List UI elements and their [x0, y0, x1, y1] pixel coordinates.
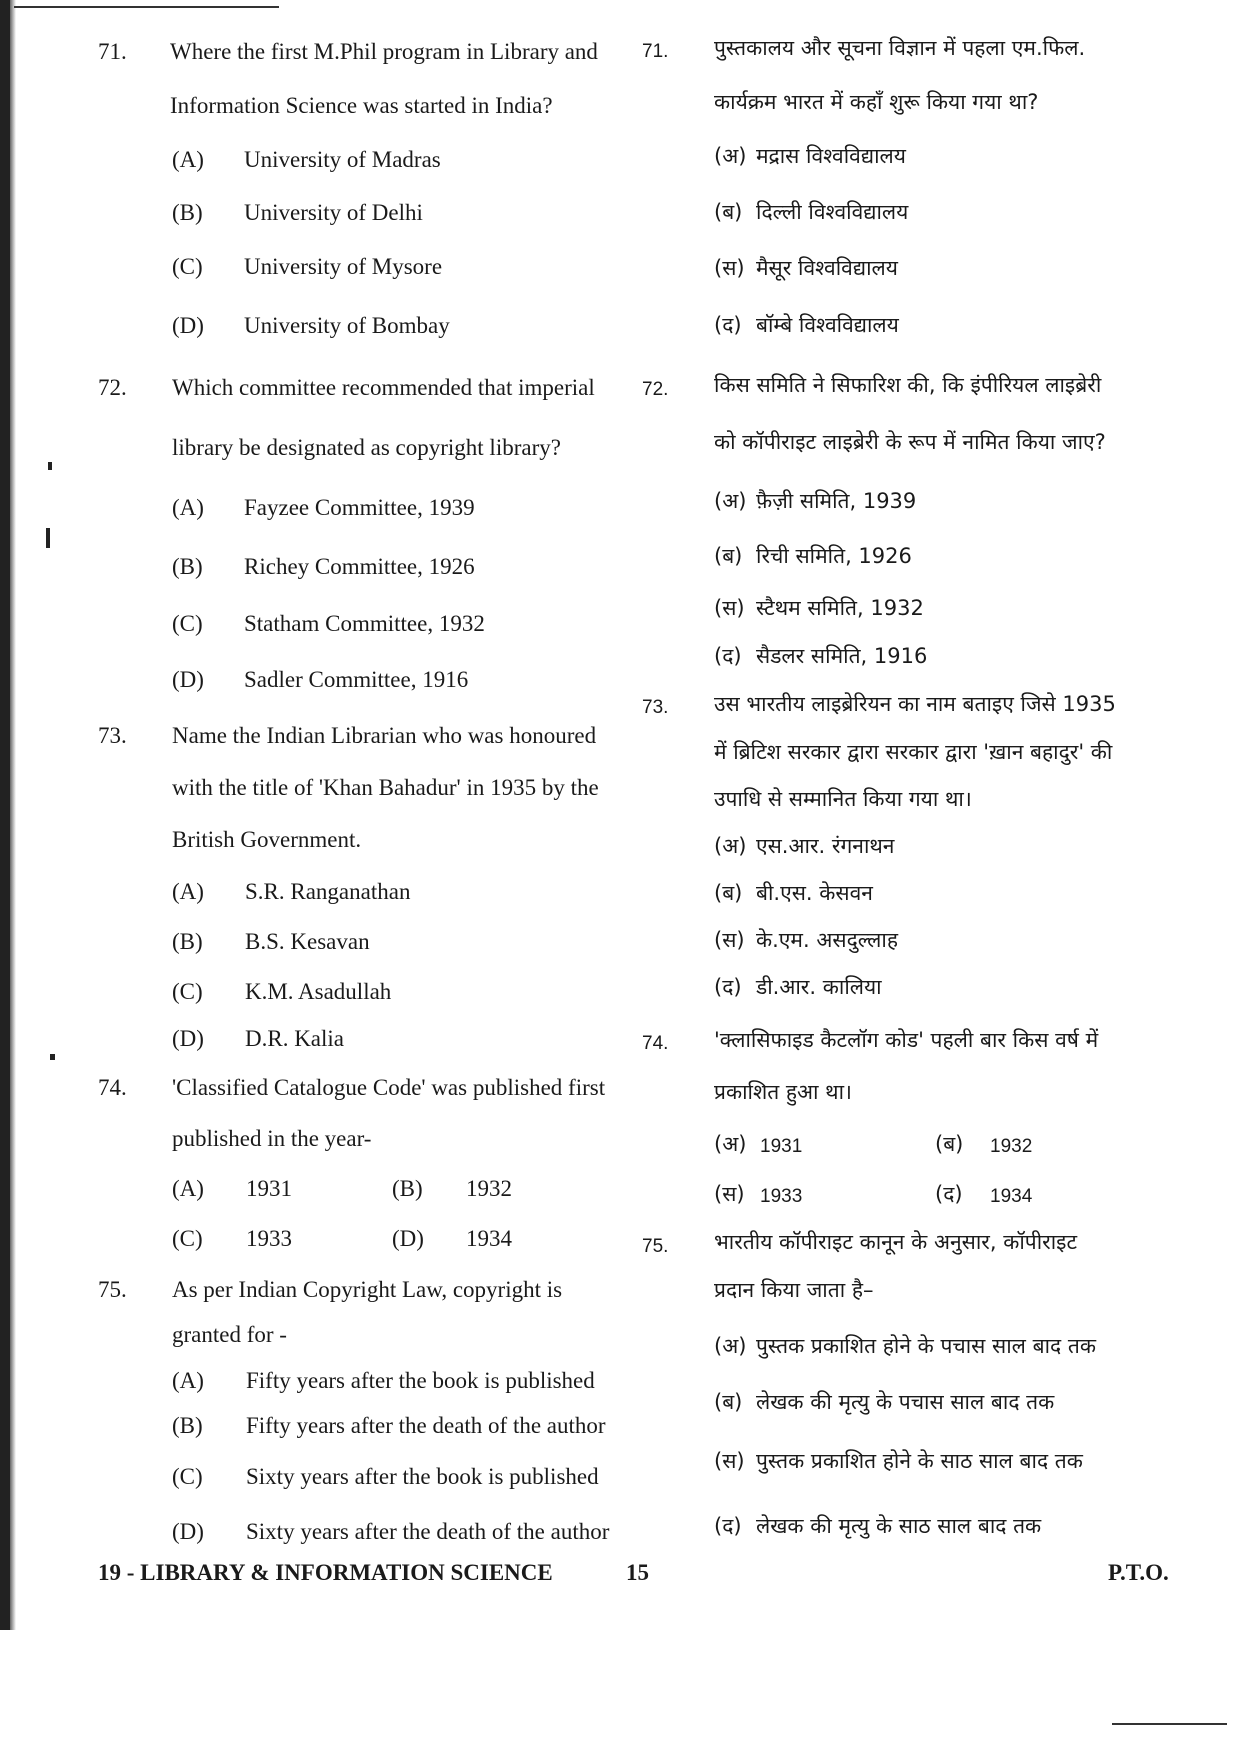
question-number: 75. [642, 1236, 669, 1257]
question-text: Which committee recommended that imperial [172, 375, 595, 400]
question-text: published in the year- [172, 1126, 372, 1151]
question-text: library be designated as copyright library? [172, 435, 561, 460]
option-text: D.R. Kalia [245, 1026, 345, 1051]
option-label: (स) [714, 1182, 745, 1206]
option-label: (A) [172, 1176, 204, 1201]
footer-page-number: 15 [626, 1560, 649, 1585]
scan-speck [50, 1054, 55, 1060]
option-label: (द) [714, 644, 742, 668]
option-text: के.एम. असदुल्लाह [756, 928, 899, 952]
option-label: (स) [714, 596, 745, 620]
question-text: As per Indian Copyright Law, copyright is [172, 1277, 563, 1302]
footer-pto: P.T.O. [1108, 1560, 1169, 1585]
question-text: कार्यक्रम भारत में कहाँ शुरू किया गया था? [714, 90, 1039, 114]
option-text: बी.एस. केसवन [756, 881, 873, 905]
option-label: (स) [714, 256, 745, 280]
option-text: Fayzee Committee, 1939 [244, 495, 475, 520]
option-label: (अ) [714, 834, 747, 858]
option-label: (D) [172, 1026, 204, 1051]
question-text: प्रकाशित हुआ था। [714, 1080, 852, 1104]
option-text: Richey Committee, 1926 [244, 554, 475, 579]
question-text: उपाधि से सम्मानित किया गया था। [714, 787, 972, 811]
option-label: (A) [172, 1368, 204, 1393]
option-label: (द) [935, 1182, 963, 1206]
option-text: रिची समिति, 1926 [756, 544, 912, 568]
option-label: (ब) [714, 1390, 743, 1414]
option-text: K.M. Asadullah [245, 979, 392, 1004]
option-label: (A) [172, 879, 204, 904]
option-label: (ब) [935, 1132, 964, 1156]
question-number: 72. [98, 375, 127, 400]
question-text: में ब्रिटिश सरकार द्वारा सरकार द्वारा 'ख़ान बहादुर' की [714, 740, 1113, 764]
option-label: (A) [172, 147, 204, 172]
question-text: British Government. [172, 827, 362, 852]
option-label: (ब) [714, 200, 743, 224]
option-label: (D) [172, 313, 204, 338]
option-text: 1932 [466, 1176, 512, 1201]
question-number: 74. [642, 1033, 669, 1054]
option-text: Sixty years after the book is published [246, 1464, 599, 1489]
option-text: University of Bombay [244, 313, 450, 338]
option-text: 1932 [990, 1136, 1033, 1157]
option-text: लेखक की मृत्यु के पचास साल बाद तक [756, 1390, 1055, 1414]
option-label: (स) [714, 1449, 745, 1473]
question-number: 74. [98, 1075, 127, 1100]
question-text: भारतीय कॉपीराइट कानून के अनुसार, कॉपीराइट [714, 1230, 1078, 1254]
option-text: 1933 [760, 1186, 803, 1207]
option-label: (C) [172, 1464, 203, 1489]
option-text: 1931 [246, 1176, 292, 1201]
scan-speck [48, 462, 52, 470]
option-text: Sadler Committee, 1916 [244, 667, 469, 692]
option-text: मैसूर विश्वविद्यालय [756, 256, 898, 280]
question-text: 'Classified Catalogue Code' was published first [172, 1075, 606, 1100]
scan-edge-shadow [10, 0, 16, 1630]
option-label: (C) [172, 979, 203, 1004]
option-text: 1931 [760, 1136, 803, 1157]
option-label: (B) [172, 200, 203, 225]
question-text: पुस्तकालय और सूचना विज्ञान में पहला एम.फिल. [714, 36, 1086, 60]
option-text: लेखक की मृत्यु के साठ साल बाद तक [756, 1514, 1042, 1538]
question-number: 71. [98, 39, 127, 64]
question-number: 72. [642, 379, 669, 400]
option-text: सैडलर समिति, 1916 [756, 644, 928, 668]
question-text: with the title of 'Khan Bahadur' in 1935 by the [172, 775, 599, 800]
question-text: 'क्लासिफाइड कैटलॉग कोड' पहली बार किस वर्ष में [714, 1028, 1099, 1052]
option-label: (B) [392, 1176, 423, 1201]
scan-left-edge [0, 0, 10, 1630]
bottom-rule [1112, 1723, 1227, 1725]
option-label: (द) [714, 313, 742, 337]
option-text: B.S. Kesavan [245, 929, 370, 954]
option-text: बॉम्बे विश्वविद्यालय [756, 313, 899, 337]
question-number: 75. [98, 1277, 127, 1302]
option-label: (ब) [714, 881, 743, 905]
option-text: पुस्तक प्रकाशित होने के पचास साल बाद तक [756, 1334, 1096, 1358]
option-text: डी.आर. कालिया [756, 975, 882, 999]
question-text: प्रदान किया जाता है– [714, 1278, 874, 1302]
option-label: (C) [172, 611, 203, 636]
option-label: (स) [714, 928, 745, 952]
option-text: S.R. Ranganathan [245, 879, 411, 904]
question-text: किस समिति ने सिफारिश की, कि इंपीरियल लाइब्रेरी [714, 373, 1102, 397]
option-label: (अ) [714, 1334, 747, 1358]
option-label: (B) [172, 1413, 203, 1438]
option-label: (D) [172, 667, 204, 692]
option-label: (C) [172, 1226, 203, 1251]
option-label: (B) [172, 554, 203, 579]
option-text: मद्रास विश्वविद्यालय [756, 144, 906, 168]
question-text: Information Science was started in India? [170, 93, 553, 118]
option-text: फ़ैज़ी समिति, 1939 [756, 489, 917, 513]
option-text: पुस्तक प्रकाशित होने के साठ साल बाद तक [756, 1449, 1083, 1473]
option-text: 1934 [990, 1186, 1033, 1207]
option-label: (द) [714, 975, 742, 999]
question-text: granted for - [172, 1322, 287, 1347]
option-label: (D) [172, 1519, 204, 1544]
option-text: Fifty years after the book is published [246, 1368, 595, 1393]
question-number: 73. [642, 697, 669, 718]
option-label: (D) [392, 1226, 424, 1251]
option-label: (अ) [714, 144, 747, 168]
question-number: 73. [98, 723, 127, 748]
option-label: (A) [172, 495, 204, 520]
option-label: (अ) [714, 1132, 747, 1156]
question-text: को कॉपीराइट लाइब्रेरी के रूप में नामित किया जाए? [714, 430, 1106, 454]
option-text: एस.आर. रंगनाथन [756, 834, 895, 858]
footer-subject: 19 - LIBRARY & INFORMATION SCIENCE [98, 1560, 553, 1585]
option-text: स्टैथम समिति, 1932 [756, 596, 924, 620]
scan-speck [46, 528, 50, 548]
option-text: 1934 [466, 1226, 512, 1251]
option-text: दिल्ली विश्वविद्यालय [756, 200, 909, 224]
option-label: (द) [714, 1514, 742, 1538]
question-text: Where the first M.Phil program in Library and [170, 39, 598, 64]
option-text: 1933 [246, 1226, 292, 1251]
question-text: Name the Indian Librarian who was honoured [172, 723, 597, 748]
option-text: Sixty years after the death of the author [246, 1519, 610, 1544]
option-text: University of Delhi [244, 200, 423, 225]
option-text: University of Mysore [244, 254, 443, 279]
option-label: (ब) [714, 544, 743, 568]
option-text: Statham Committee, 1932 [244, 611, 485, 636]
question-text: उस भारतीय लाइब्रेरियन का नाम बताइए जिसे 1935 [714, 692, 1116, 716]
question-number: 71. [642, 41, 669, 62]
option-label: (C) [172, 254, 203, 279]
top-rule [14, 6, 279, 8]
option-label: (अ) [714, 489, 747, 513]
option-text: Fifty years after the death of the author [246, 1413, 606, 1438]
option-label: (B) [172, 929, 203, 954]
option-text: University of Madras [244, 147, 441, 172]
